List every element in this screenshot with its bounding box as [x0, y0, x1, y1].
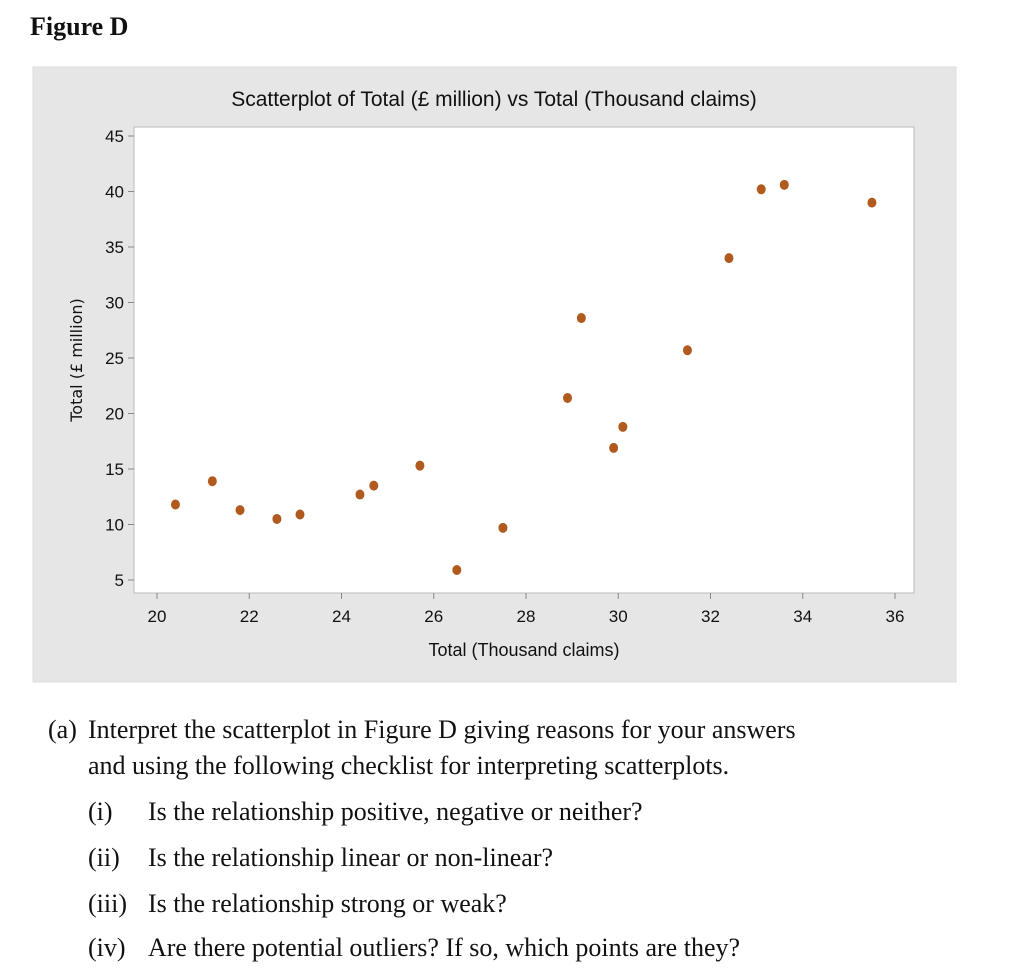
data-point	[780, 180, 789, 190]
x-tick-label: 22	[239, 607, 259, 626]
x-tick-label: 36	[885, 607, 905, 626]
data-point	[498, 523, 507, 533]
data-point	[618, 422, 627, 432]
x-tick-label: 30	[608, 607, 628, 626]
checklist-text-2: Is the relationship linear or non-linear?	[148, 843, 554, 872]
y-tick-label: 10	[105, 515, 124, 535]
data-point	[355, 490, 364, 500]
chart-title: Scatterplot of Total (£ million) vs Total (Thousand claims)	[231, 88, 757, 111]
checklist-text-4: Are there potential outliers? If so, which points are they?	[148, 933, 741, 962]
x-tick-label: 24	[332, 607, 351, 626]
data-point	[867, 198, 876, 208]
x-tick-label: 20	[147, 607, 167, 626]
y-axis-label: Total (£ million)	[67, 298, 86, 422]
checklist-label-2: (ii)	[88, 843, 120, 872]
checklist-label-3: (iii)	[88, 889, 127, 918]
data-point	[369, 481, 378, 491]
data-point	[272, 514, 281, 524]
data-point	[415, 461, 424, 471]
checklist-label-4: (iv)	[88, 933, 126, 962]
data-point	[452, 565, 461, 575]
y-tick-label: 5	[114, 571, 124, 590]
x-tick-label: 28	[516, 607, 536, 626]
data-point	[609, 443, 618, 453]
data-point	[683, 345, 692, 355]
x-tick-label: 32	[701, 607, 720, 626]
x-axis-label: Total (Thousand claims)	[428, 640, 620, 660]
y-tick-label: 25	[105, 349, 124, 368]
y-tick-label: 30	[105, 293, 124, 313]
question-a-line1: Interpret the scatterplot in Figure D giving reasons for your answers	[88, 715, 796, 744]
y-tick-label: 45	[105, 127, 124, 146]
data-point	[208, 476, 217, 486]
question-a-label: (a)	[48, 715, 77, 744]
y-tick-label: 15	[105, 460, 124, 479]
y-tick-label: 40	[105, 182, 124, 202]
plot-area	[134, 127, 914, 593]
question-a-line2: and using the following checklist for interpreting scatterplots.	[88, 751, 730, 780]
checklist-text-3: Is the relationship strong or weak?	[148, 889, 507, 918]
y-tick-label: 20	[105, 404, 124, 424]
x-tick-label: 34	[793, 607, 813, 626]
data-point	[171, 500, 180, 510]
data-point	[236, 505, 245, 515]
data-point	[724, 253, 733, 263]
data-point	[577, 313, 586, 323]
data-point	[295, 510, 304, 520]
data-point	[563, 393, 572, 403]
figure-title: Figure D	[30, 12, 129, 41]
checklist-label-1: (i)	[88, 797, 113, 826]
data-point	[757, 184, 766, 194]
checklist-text-1: Is the relationship positive, negative or neither?	[148, 797, 643, 826]
x-tick-label: 26	[424, 607, 444, 626]
y-tick-label: 35	[105, 238, 124, 257]
